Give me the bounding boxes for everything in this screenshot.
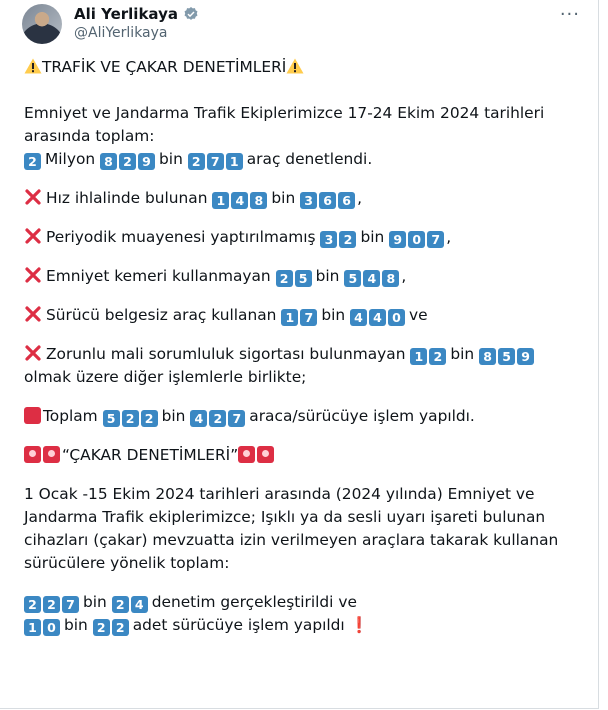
keycap-digit: 0 — [43, 619, 60, 636]
total-prefix: Toplam — [43, 407, 98, 425]
suffix-text: ve — [409, 306, 428, 324]
keycap-digit: 9 — [517, 348, 534, 365]
keycap-digit: 1 — [410, 348, 427, 365]
red-square-icon — [24, 407, 41, 424]
spacer — [24, 288, 580, 304]
keycap-digit: 2 — [188, 153, 205, 170]
keycap-digit: 5 — [344, 270, 361, 287]
spacer — [24, 171, 580, 187]
keycap-digit: 6 — [319, 192, 336, 209]
suffix-text: araca/sürücüye işlem yapıldı. — [249, 407, 475, 425]
item-belge — [24, 304, 580, 327]
keycap-digit: 2 — [24, 596, 41, 613]
tweet-header — [22, 4, 588, 46]
item-kemer — [24, 265, 580, 288]
keycap-digit: 2 — [112, 596, 129, 613]
keycap-digit: 0 — [388, 309, 405, 326]
exclamation-icon: ❗ — [349, 616, 369, 634]
intro-line-3 — [24, 148, 580, 171]
cross-mark-icon — [24, 344, 42, 362]
keycap-digit: 4 — [190, 410, 207, 427]
author-handle[interactable]: @AliYerlikaya — [74, 25, 168, 41]
spacer — [24, 467, 580, 483]
title-text: TRAFİK VE ÇAKAR DENETİMLERİ — [42, 58, 287, 76]
item-label: Zorunlu mali sorumluluk sigortası bulunmayan — [46, 345, 406, 363]
more-options-icon[interactable]: ··· — [559, 4, 580, 25]
keycap-digit: 2 — [429, 348, 446, 365]
keycap-digit: 2 — [93, 619, 110, 636]
keycap-digit: 9 — [389, 231, 406, 248]
keycap-digit: 9 — [138, 153, 155, 170]
cakar-paragraph-line-2: Jandarma Trafik ekiplerimizce; Işıklı ya da sesli uyarı işareti bulunan — [24, 508, 546, 526]
unit-text: bin — [360, 228, 385, 246]
item-label: Emniyet kemeri kullanmayan — [46, 267, 271, 285]
keycap-digit: 1 — [281, 309, 298, 326]
keycap-digit: 3 — [300, 192, 317, 209]
cakar-title-line — [24, 444, 580, 467]
unit-text: bin — [450, 345, 475, 363]
tweet-text — [24, 56, 580, 637]
spacer — [24, 389, 580, 405]
unit-text: bin — [64, 616, 88, 634]
keycap-digit: 6 — [338, 192, 355, 209]
item-label: Periyodik muayenesi yaptırılmamış — [46, 228, 316, 246]
unit-text: bin — [161, 407, 186, 425]
keycap-digit: 2 — [43, 596, 60, 613]
cross-mark-icon — [24, 227, 42, 245]
keycap-digit: 4 — [350, 309, 367, 326]
cakar-paragraph-line-3: cihazları (çakar) mevzuatta izin verilmeyen araçlara takarak kullanan — [24, 531, 559, 549]
author-name[interactable]: Ali Yerlikaya — [74, 5, 178, 23]
item-label: Sürücü belgesiz araç kullanan — [46, 306, 277, 324]
keycap-digit: 8 — [250, 192, 267, 209]
unit-text: bin — [315, 267, 340, 285]
item-sigorta — [24, 343, 580, 366]
siren-icon — [43, 446, 60, 463]
cakar-paragraph-line-1: 1 Ocak -15 Ekim 2024 tarihleri arasında (2024 yılında) Emniyet ve — [24, 485, 535, 503]
warning-icon — [24, 58, 42, 74]
spacer — [24, 327, 580, 343]
spacer — [24, 428, 580, 444]
item-hiz — [24, 187, 580, 210]
keycap-digit: 2 — [339, 231, 356, 248]
title-line — [24, 56, 580, 79]
keycap-digit: 7 — [228, 410, 245, 427]
keycap-digit: 8 — [100, 153, 117, 170]
avatar[interactable] — [22, 4, 62, 44]
verified-badge-icon — [183, 6, 199, 22]
keycap-digit: 2 — [276, 270, 293, 287]
cross-mark-icon — [24, 266, 42, 284]
spacer — [24, 210, 580, 226]
siren-icon — [257, 446, 274, 463]
item-muayene — [24, 226, 580, 249]
suffix-text: , — [446, 228, 452, 246]
keycap-digit: 2 — [209, 410, 226, 427]
cakar-result-2 — [24, 614, 580, 637]
keycap-digit: 7 — [300, 309, 317, 326]
siren-icon — [238, 446, 255, 463]
unit-text: Milyon — [45, 150, 96, 168]
keycap-digit: 3 — [320, 231, 337, 248]
keycap-digit: 7 — [207, 153, 224, 170]
keycap-digit: 2 — [112, 619, 129, 636]
keycap-digit: 4 — [369, 309, 386, 326]
keycap-digit: 5 — [103, 410, 120, 427]
total-line — [24, 405, 580, 428]
cross-mark-icon — [24, 305, 42, 323]
keycap-digit: 2 — [119, 153, 136, 170]
keycap-digit: 7 — [427, 231, 444, 248]
unit-text: bin — [83, 593, 107, 611]
suffix-text: adet sürücüye işlem yapıldı — [132, 616, 345, 634]
suffix-text: , — [401, 267, 407, 285]
spacer — [24, 249, 580, 265]
keycap-digit: 8 — [382, 270, 399, 287]
author-name-row — [74, 5, 199, 23]
unit-text: bin — [159, 150, 183, 168]
spacer — [24, 79, 580, 102]
cakar-title: “ÇAKAR DENETİMLERİ” — [62, 446, 239, 464]
suffix-text: araç denetlendi. — [246, 150, 373, 168]
intro-line-1: Emniyet ve Jandarma Trafik Ekiplerimizce 17-24 Ekim 2024 tarihleri — [24, 104, 545, 122]
keycap-digit: 5 — [498, 348, 515, 365]
siren-icon — [24, 446, 41, 463]
intro-line-2: arasında toplam: — [24, 127, 155, 145]
item-sigorta-line-2: olmak üzere diğer işlemlerle birlikte; — [24, 368, 307, 386]
keycap-digit: 4 — [131, 596, 148, 613]
cross-mark-icon — [24, 188, 42, 206]
keycap-digit: 2 — [24, 153, 41, 170]
keycap-digit: 4 — [231, 192, 248, 209]
warning-icon — [286, 58, 304, 74]
keycap-digit: 2 — [141, 410, 158, 427]
keycap-digit: 2 — [122, 410, 139, 427]
spacer — [24, 575, 580, 591]
keycap-digit: 0 — [408, 231, 425, 248]
keycap-digit: 4 — [363, 270, 380, 287]
keycap-digit: 7 — [62, 596, 79, 613]
keycap-digit: 1 — [226, 153, 243, 170]
item-label: Hız ihlalinde bulunan — [46, 189, 208, 207]
keycap-digit: 8 — [479, 348, 496, 365]
unit-text: bin — [321, 306, 346, 324]
cakar-result-1 — [24, 591, 580, 614]
keycap-digit: 1 — [212, 192, 229, 209]
keycap-digit: 1 — [24, 619, 41, 636]
suffix-text: denetim gerçekleştirildi ve — [151, 593, 357, 611]
cakar-paragraph-line-4: sürücülere yönelik toplam: — [24, 554, 230, 572]
unit-text: bin — [271, 189, 296, 207]
suffix-text: , — [357, 189, 363, 207]
keycap-digit: 5 — [295, 270, 312, 287]
